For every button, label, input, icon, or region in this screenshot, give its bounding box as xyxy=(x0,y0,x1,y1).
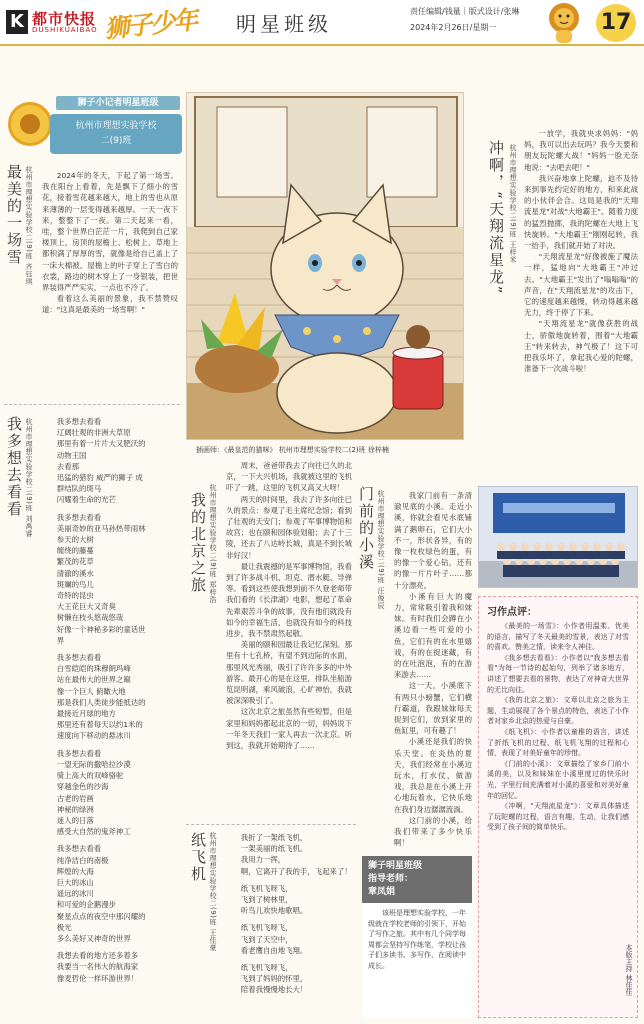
poem-line: 清澈的溪水 xyxy=(56,568,94,578)
banner-school-box xyxy=(50,114,182,154)
poem-line: 我想去看的地方还多着多 xyxy=(56,951,139,961)
teacher-header-line: 指导老师： xyxy=(368,874,414,884)
article2-title: 我多想去看看 xyxy=(5,416,23,518)
logo-mark: K xyxy=(6,10,28,34)
poem-line: 那里有着一片片大又肥沃的 xyxy=(56,439,146,449)
article3-paragraph: 两天的时间里，我去了许多向往已久的景点：参观了毛主席纪念馆；看到了壮观的天安门；参观了军事博物馆和故宫；也在颐和园体验划船；去了十三陵，还去了八达岭长城，真是不到长城非好汉！ xyxy=(226,494,352,560)
article2-body xyxy=(42,416,180,1020)
poem-line: 那里还有着每天以约1米的 xyxy=(56,720,143,730)
poem-line: 树懒在枝头悠哉悠哉 xyxy=(56,613,124,623)
article4-paragraph: 小溪还是我们的快乐天堂。在炎热的夏天，我们经常在小溪边玩水，打水仗，做游戏，我总是在小溪上开心地玩着水，它快乐地在我们身边潺潺流淌。 xyxy=(394,737,472,814)
poem-line: 斑斓的鸟儿 xyxy=(56,579,94,589)
poem-line: 和可爱的企鹅漫步 xyxy=(56,900,116,910)
poem-line: 我多想去看看 xyxy=(56,844,102,854)
poem-line: 啊，它离开了我的手，飞起来了！ xyxy=(240,866,352,876)
poem-line: 好像一个神秘多彩的童话世 xyxy=(56,624,146,634)
article6-paragraph: "天翔流星龙"就像获胜的战士，骄傲地旋转着，围着"大地霸王"转来转去，神气极了！这下可把我乐坏了，拿起我心爱的陀螺，准备下一次战斗啦！ xyxy=(524,319,638,374)
article6-paragraph: "天翔流星龙"好像被施了魔法一样，猛地向"大地霸王"冲过去。"大地霸王"发出了"嗡嗡嗡"的声音，在"天翔流星龙"的攻击下，它的速度越来越慢，转动得越来越无力，终于停了下来。 xyxy=(524,252,638,318)
article2-author: 杭州市理想实验学校二(9)班 刘禹睿 xyxy=(25,418,33,538)
poem-line: 群结队的斑马 xyxy=(56,484,102,494)
article6-paragraph: 一放学，我就央求妈妈："妈妈，我可以出去玩吗？我今天要和朋友玩陀螺大战！"妈妈一脸无奈地说："去吧去吧！" xyxy=(524,129,638,172)
poem-line: 纸飞机飞呀飞， xyxy=(240,883,293,893)
section-title: 明星班级 xyxy=(236,12,332,36)
teacher-text: 该班是理想实验学校，一年级就在学校老师的引领下，开始了写作之旅。其中有几个同学每周都会坚持写作练笔，学校让孩子们多读书、多写作，在阅读中成长。 xyxy=(368,909,466,970)
banner-school: 杭州市理想实验学校 xyxy=(75,121,157,131)
article3-paragraph: 最让我震撼的是军事博物馆，我看到了许多战斗机、坦克、潜水艇、导弹等。看到这些使我想到前不久登老师带我们看的《长津湖》电影，想起了革命先辈艰苦斗争的故事，没有他们就没有如今的幸福生活，也就没有如今的科技进步，我不禁肃然起敬。 xyxy=(226,561,352,639)
poem-line: 站在最伟大的世界之巅 xyxy=(56,675,131,685)
article3-author: 杭州市理想实验学校二(9)班 郑梓浩 xyxy=(209,484,217,604)
poem-line: 我要当一名伟大的航海家 xyxy=(56,962,139,972)
poem-line: 奇特的昆虫 xyxy=(56,591,94,601)
poem-line: 纯净洁白的南极 xyxy=(56,855,109,865)
poem-line: 我多想去看看 xyxy=(56,512,102,522)
poem-line: 迅猛的猎豹 威严的狮子 成 xyxy=(56,473,143,483)
page-number: 17 xyxy=(596,4,636,42)
poem-line: 纸飞机飞呀飞， xyxy=(240,923,293,933)
article1-paragraph: 2024年的冬天，下起了第一场雪。我在阳台上看着，先是飘下了细小的雪花，接着雪花越来越大，地上的雪也从原来薄薄的一层变得越来越厚。一天一夜下来，整整下了一夜。第二天起来一看，哇，整个世界白茫茫一片，我爬到自己家楼顶上，房顶的屋檐上、松树上、草地上都积满了厚厚的雪，就像是给自己盖上了一床大棉被。屋檐上的叶子穿上了雪白的衣裳，路边的树木穿上了一身银装，把世界装得严严实实，一点也不冷了。 xyxy=(42,171,178,293)
article3-title: 我的北京之旅 xyxy=(189,492,207,594)
banner-class: 二(9)班 xyxy=(100,136,132,146)
newspaper-logo xyxy=(6,8,102,38)
article5-title: 纸飞机 xyxy=(189,832,207,883)
teacher-box xyxy=(362,856,472,1018)
brand-title: 狮子少年 xyxy=(102,5,198,44)
poem-line: 看老鹰自由地飞翔。 xyxy=(240,945,308,955)
article6-paragraph: 我兴奋地拿上陀螺，迫不及待来到事先约定好的地方，和来此战的小伙伴会合。这局是我的"天翔流星龙"对战"大地霸王"。随着力度的猛烈抛掷，我的陀螺在大地上飞快旋转。"大地霸王"刚刚起转，我一抬手，我们就开始了对决。 xyxy=(524,173,638,251)
page-header xyxy=(0,0,644,46)
article4-paragraph: 这门前的小溪，给我们带来了多少快乐啊！ xyxy=(394,815,472,848)
article1-body xyxy=(42,170,178,400)
comment-item: 《我多想去看看》：小作者以"我多想去看看"为每一节诗的起始句，列举了诸多地方，讲述了想要去看的景物，表达了对神奇大世界的无比向往。 xyxy=(487,653,629,694)
article3-paragraph: 美丽的颐和园最让我记忆深刻。那里有十七孔桥，有望不到边际的水面，那里风光秀丽，吸引了许许多多的中外游客。最开心的是在这里，排队坐船游览昆明湖，乘风破浪，心旷神怡，我就被深深吸引了。 xyxy=(226,640,352,706)
comment-box xyxy=(478,596,638,1018)
poem-line: 飞到了妈妈的怀里， xyxy=(240,974,308,984)
poem-line: 聚星点点的夜空中那闪耀的 xyxy=(56,911,146,921)
poem-line: 飞到了树林里， xyxy=(240,895,293,905)
article6-title: 冲啊，“天翔流星龙” xyxy=(487,140,505,296)
lion-mascot-icon xyxy=(545,2,583,44)
article5-body xyxy=(226,832,356,1020)
comment-title: 习作点评： xyxy=(487,607,537,618)
issue-date: 2024年2月26日/星期一 xyxy=(410,23,497,32)
poem-line: 那是我们人类徒步能抵达的 xyxy=(56,697,146,707)
article3-paragraph: 这次北京之旅虽然有些短暂，但是家里和妈妈都起北京的一切，妈妈说下一年冬天我们一家人再去一次北京。听到这，我就开始期待了…… xyxy=(226,707,352,751)
poem-line: 动物王国 xyxy=(56,450,87,460)
article4-title: 门前的小溪 xyxy=(357,486,375,571)
poem-line: 穿越金色的沙海 xyxy=(56,782,109,792)
comment-item: 《我的北京之旅》：文章以北京之旅为主题，生动展现了各个景点的特色，表达了小作者对家乡北京的热爱与自豪。 xyxy=(487,696,629,726)
poem-line: 界 xyxy=(56,635,65,645)
article3-body xyxy=(226,460,352,820)
poem-line: 我多想去看看 xyxy=(56,653,102,663)
poem-line: 大王花巨大又奇臭 xyxy=(56,602,116,612)
article4-paragraph: 这一天，小溪底下有两只小螃蟹，它们横行霸道，我跟妹妹每天捉到它们，放到家里的鱼缸里，可有趣了！ xyxy=(394,681,472,736)
poem-line: 白雪皑皑的珠穆朗玛峰 xyxy=(56,664,131,674)
poem-line: 参天的大树 xyxy=(56,535,94,545)
poem-line: 美丽奇妙的亚马孙热带雨林 xyxy=(56,523,146,533)
logo-text: 都市快报 xyxy=(32,10,97,28)
poem-line: 缠绕的藤蔓 xyxy=(56,546,94,556)
poem-line: 多么美好又神奇的世界 xyxy=(56,933,131,943)
article1-author: 杭州市理想实验学校二(9)班 齐钰琪 xyxy=(25,166,33,286)
poem-line: 迷人的日落 xyxy=(56,815,94,825)
poem-line: 去看那 xyxy=(56,461,79,471)
comment-item: 《冲啊，"天翔流星龙"》：文章具体描述了玩陀螺的过程，语言有趣、生动，让我们感受到了孩子间的简单快乐。 xyxy=(487,802,629,832)
comment-item: 《最美的一场雪》：小作者用温柔、优美的语言，描写了冬天最美的雪景，表达了对雪的喜欢。赞美之情，读来令人神往。 xyxy=(487,622,629,652)
divider xyxy=(186,824,356,825)
article5-author: 杭州市理想实验学校二(9)班 王佳豪 xyxy=(209,832,217,952)
poem-line: 极光 xyxy=(56,922,72,932)
comment-item: 《门前的小溪》：文章描绘了家乡门前小溪的美，以及和妹妹在小溪里度过的快乐时光，字里行间充满着对小溪的喜爱和对美好童年的回忆。 xyxy=(487,759,629,800)
poem-line: 速度向下移动的悬冰川 xyxy=(56,731,131,741)
poem-line: 古老的岩画 xyxy=(56,793,94,803)
banner-label: 狮子小记者明星班级 xyxy=(56,96,180,110)
illustration-caption: 插画师：《最皇范的猫咪》 杭州市理想实验学校二(2)班 徐梓楠 xyxy=(196,446,389,454)
editors-line: 责任编辑/钱量｜版式设计/张琳 xyxy=(410,7,520,16)
teacher-header xyxy=(362,856,472,903)
article4-body xyxy=(394,490,472,852)
article4-paragraph: 小溪有巨大的魔力，常常吸引着我和妹妹。有时我们会蹲在小溪边看一些可爱的小鱼，它们有的在水里嬉戏，有的在捉迷藏，有的在吐泡泡，有的在游来游去…… xyxy=(394,591,472,680)
comment-item: 《纸飞机》：小作者以童稚的语言，讲述了折纸飞机的过程、纸飞机飞翔的过程和心情，表现了对美好童年的珍惜。 xyxy=(487,727,629,758)
poem-line: 我用力一挥， xyxy=(240,855,286,865)
poem-line: 神秘的绿洲 xyxy=(56,804,94,814)
class-group-photo xyxy=(478,486,638,588)
teacher-header-line: 狮子明星班级 xyxy=(368,861,423,871)
article3-paragraph: 周末，爸爸带我去了向往已久的北京，一下大兴机场，我就被这里的飞机吓了一跳，这里的飞机又高又大呀！ xyxy=(226,461,352,493)
poem-line: 感受大自然的鬼斧神工 xyxy=(56,827,131,837)
article6-body xyxy=(524,128,638,476)
article1-title: 最美的一场雪 xyxy=(5,164,23,266)
divider xyxy=(4,404,180,405)
poem-line: 像一个巨人 俯瞰大地 xyxy=(56,686,126,696)
poem-line: 我多想去看看 xyxy=(56,748,102,758)
poem-line: 遥远的冰川 xyxy=(56,889,94,899)
poem-line: 陪着我慢慢地长大！ xyxy=(240,985,308,995)
teacher-name: 章凤娟 xyxy=(368,887,396,897)
illustration-cat-painting xyxy=(186,92,464,440)
poem-line: 骑上高大的双峰骆驼 xyxy=(56,771,124,781)
poem-line: 我折了一架纸飞机， xyxy=(240,833,308,842)
poem-line: 像麦哲伦一样环游世界！ xyxy=(56,973,139,983)
page-editor-note: 本版主持 林佳佳 xyxy=(625,944,633,996)
article4-paragraph: 我家门前有一条清澈见底的小溪。走近小溪，你就会看见水底铺满了鹅卵石，它们大小不一，形状各异，有的像一枚枚绿色的蛋，有的像一个爱心钻，还有的像一片片叶子……都十分漂亮。 xyxy=(394,491,472,590)
article6-author: 杭州市理想实验学校二(9)班 王梓米 xyxy=(509,144,517,264)
poem-line: 听鸟儿欢快地歌唱。 xyxy=(240,906,308,916)
poem-line: 辽阔壮观的非洲大草原 xyxy=(56,428,131,438)
poem-line: 最接近月球的地方 xyxy=(56,709,116,719)
article1-paragraph: 看着这么美丽的景象，我不禁赞叹道："这真是最美的一场雪啊！" xyxy=(42,294,178,315)
poem-line: 巨大的冰山 xyxy=(56,877,94,887)
poem-line: 繁茂的花草 xyxy=(56,557,94,567)
poem-line: 我多想去看看 xyxy=(56,417,102,426)
poem-line: 飞到了天空中， xyxy=(240,934,293,944)
poem-line: 一望无际的撒哈拉沙漠 xyxy=(56,759,131,769)
poem-line: 一架美丽的纸飞机。 xyxy=(240,844,308,854)
poem-line: 闪耀着生命的光芒 xyxy=(56,495,116,505)
poem-line: 辉煌的大海 xyxy=(56,866,94,876)
class-banner xyxy=(8,96,180,156)
article4-author: 杭州市理想实验学校二(9)班 汪俊辰 xyxy=(377,490,385,610)
logo-subtext: DUSHIKUAIBAO xyxy=(32,26,98,34)
poem-line: 纸飞机飞呀飞， xyxy=(240,963,293,973)
lion-badge-icon xyxy=(8,102,52,146)
